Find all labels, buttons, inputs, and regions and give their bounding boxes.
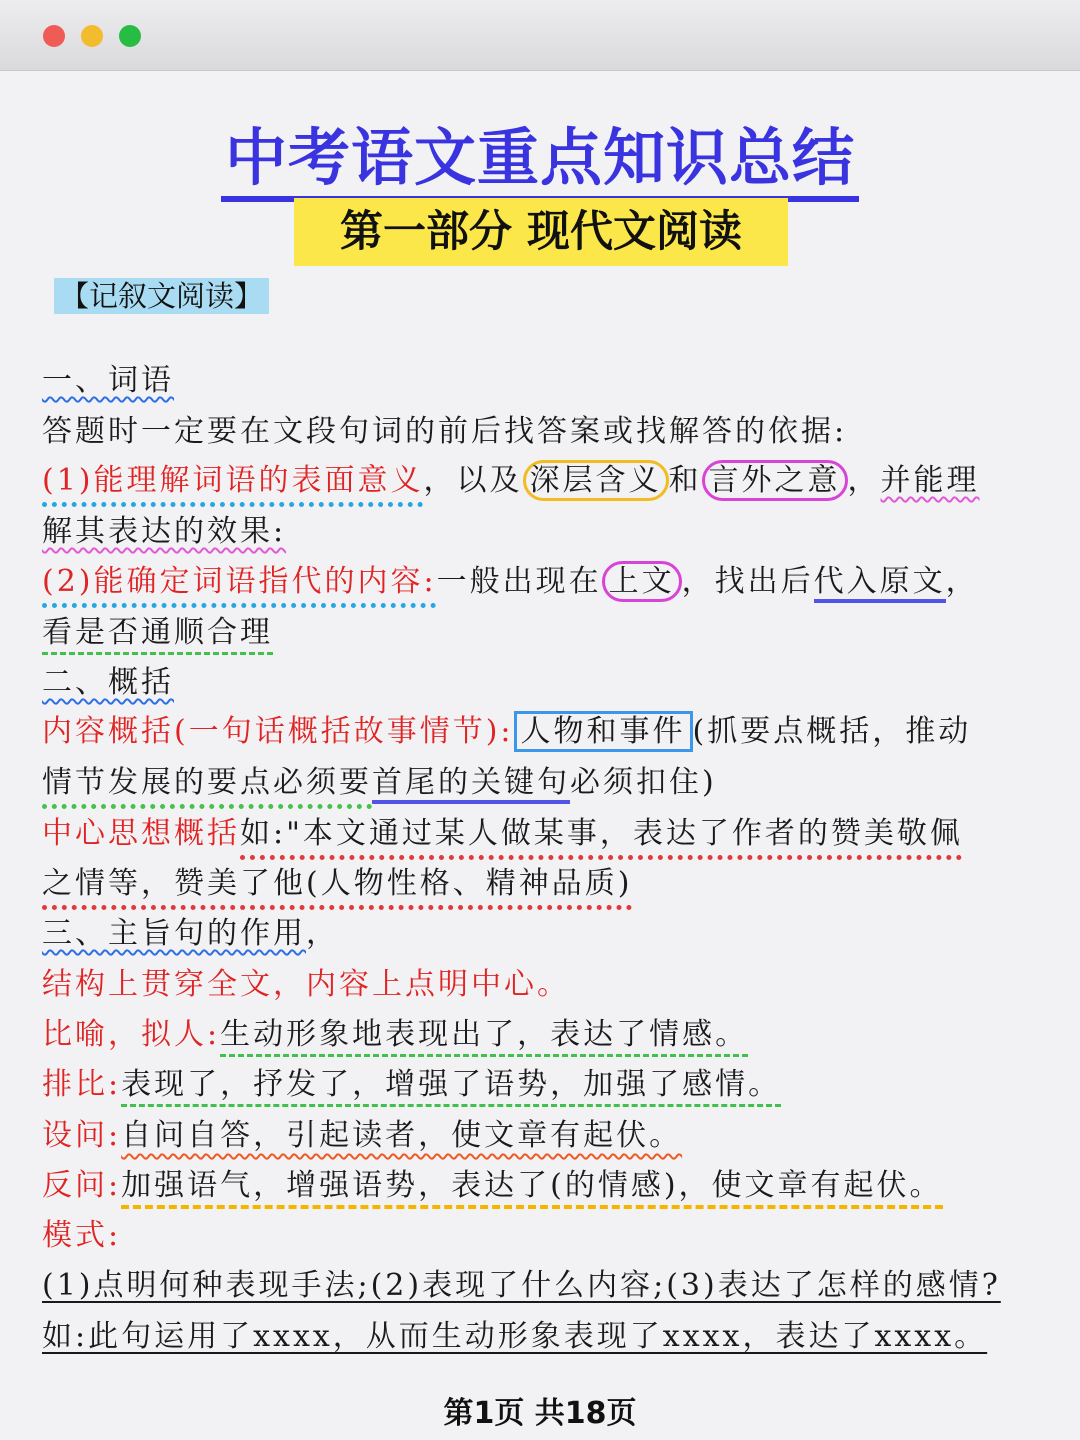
window-titlebar [0, 0, 1080, 71]
section-tag: 【记叙文阅读】 [54, 278, 269, 314]
text-line: (1)点明何种表现手法;(2)表现了什么内容;(3)表达了怎样的感情? [42, 1268, 1001, 1303]
text-line: (2)能确定词语指代的内容:一般出现在 上文 ，找出后代入原文， [42, 556, 979, 600]
close-window-button[interactable] [43, 25, 65, 47]
text-line: 看是否通顺合理 [42, 615, 273, 650]
text-line: 结构上贯穿全文，内容上点明中心。 [42, 967, 570, 1002]
text-line: 比喻，拟人:生动形象地表现出了，表达了情感。 [42, 1017, 749, 1052]
text-line: 反问:加强语气，增强语势，表达了(的情感)，使文章有起伏。 [42, 1160, 943, 1204]
text-line: 中心思想概括如:"本文通过某人做某事，表达了作者的赞美敬佩 [42, 816, 963, 851]
text-line: (1)能理解词语的表面意义，以及 深层含义 和 言外之意 ，并能理 [42, 455, 980, 499]
section-heading-1: 一、词语 [42, 363, 174, 398]
page-title: 中考语文重点知识总结 [0, 108, 1080, 197]
text-line: 内容概括(一句话概括故事情节): 人物和事件 (抓要点概括，推动 [42, 706, 971, 750]
part-title: 第一部分 现代文阅读 [294, 198, 788, 266]
section-heading-2: 二、概括 [42, 665, 174, 700]
text-line: 排比:表现了，抒发了，增强了语势，加强了感情。 [42, 1067, 782, 1102]
text-line: 答题时一定要在文段句词的前后找答案或找解答的依据: [42, 414, 848, 449]
section-heading-3: 三、主旨句的作用， [42, 916, 339, 951]
text-line: 解其表达的效果: [42, 514, 287, 549]
maximize-window-button[interactable] [119, 25, 141, 47]
text-line: 之情等，赞美了他(人物性格、精神品质) [42, 866, 633, 901]
text-line: 模式: [42, 1218, 122, 1253]
text-line: 设问:自问自答，引起读者，使文章有起伏。 [42, 1118, 683, 1153]
text-line: 如:此句运用了xxxx，从而生动形象表现了xxxx，表达了xxxx。 [42, 1319, 988, 1354]
minimize-window-button[interactable] [81, 25, 103, 47]
page-indicator: 第1页 共18页 [443, 1396, 637, 1431]
text-line: 情节发展的要点必须要首尾的关键句必须扣住) [42, 757, 717, 801]
